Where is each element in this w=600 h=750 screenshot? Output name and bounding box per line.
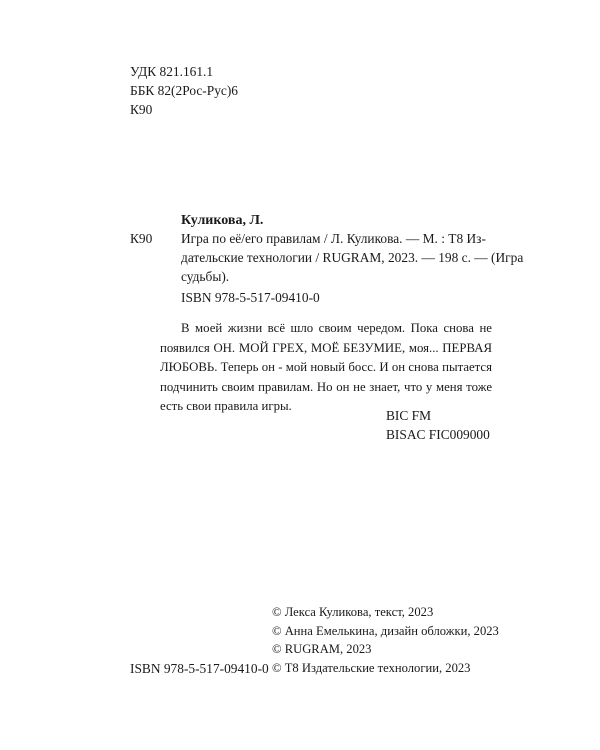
isbn-record: ISBN 978-5-517-09410-0: [181, 290, 320, 305]
copyright-line: © RUGRAM, 2023: [272, 642, 372, 657]
copyright-line: © Лекса Куликова, текст, 2023: [272, 605, 434, 619]
bbk-code: ББК 82(2Рос-Рус)6: [130, 83, 238, 98]
author-mark-record: К90: [130, 231, 153, 246]
isbn-footer: ISBN 978-5-517-09410-0: [130, 661, 269, 676]
bisac-code: BISAC FIC009000: [386, 427, 490, 442]
copyright-line: © Анна Емелькина, дизайн обложки, 2023: [272, 623, 499, 638]
udk-code: УДК 821.161.1: [130, 64, 214, 79]
description-line: Игра по её/его правилам / Л. Куликова. — М. : Т8 Из-: [181, 231, 486, 246]
bic-code: BIC FM: [386, 408, 432, 423]
bibliographic-description: [181, 229, 523, 286]
annotation: [160, 319, 492, 417]
description-line: дательские технологии / RUGRAM, 2023. — 198 с. — (Игра: [181, 250, 524, 265]
copyright-line: © Т8 Издательские технологии, 2023: [272, 661, 471, 676]
annotation-text: В моей жизни всё шло своим чередом. Пока снова не появился ОН. МОЙ ГРЕХ, МОЁ БЕЗУМИЕ, моя... ПЕРВАЯ ЛЮБОВЬ. Теперь он - мой новый босс. И он снова пытается подчинить своим правилам. Но он не знает, что у меня тоже есть свои правила игры.: [160, 321, 492, 414]
author-mark: К90: [130, 102, 153, 117]
copyright-block: [272, 603, 499, 678]
classification-block: [130, 62, 238, 119]
subject-codes: [386, 406, 490, 444]
description-line: судьбы).: [181, 269, 230, 284]
author-heading: Куликова, Л.: [181, 213, 264, 228]
